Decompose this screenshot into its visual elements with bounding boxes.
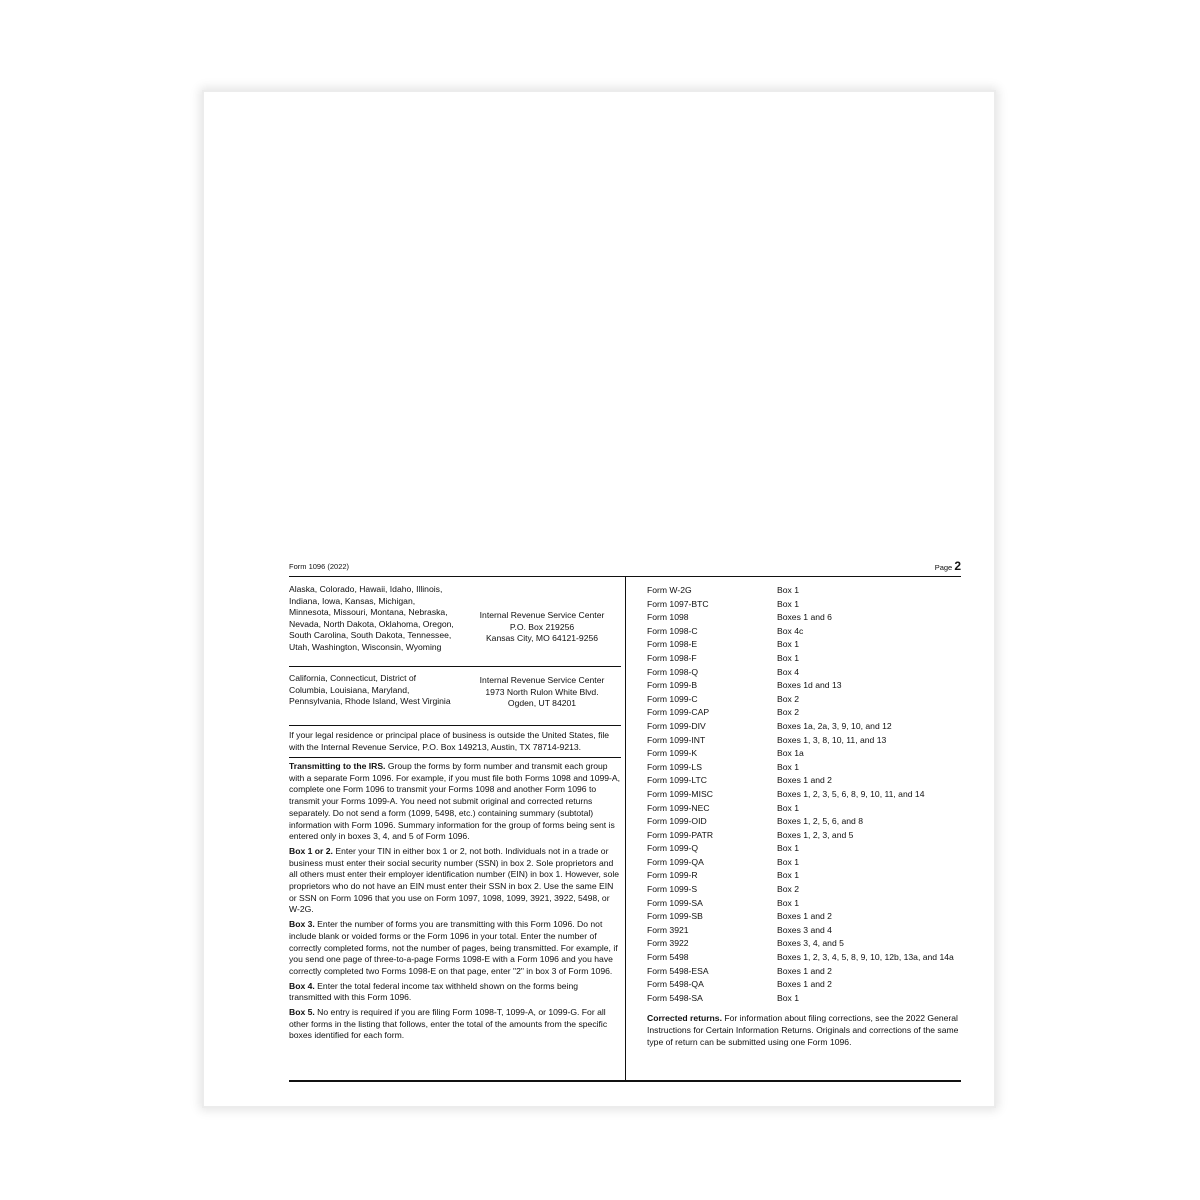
- instruction-text: Enter the total federal income tax withheld shown on the forms being transmitted with this Form 1096.: [289, 980, 579, 1003]
- instruction-heading: Box 4.: [289, 980, 315, 991]
- box-numbers: Box 2: [777, 884, 799, 895]
- box-numbers: Boxes 1, 2, 3, and 5: [777, 829, 854, 840]
- table-row: [647, 652, 961, 666]
- box-numbers: Box 4: [777, 666, 799, 677]
- form-number: Form 5498-ESA: [647, 965, 709, 976]
- table-row: [647, 611, 961, 625]
- service-center-line: P.O. Box 219256: [509, 621, 575, 632]
- form-number: Form 1099-B: [647, 680, 698, 691]
- table-row: [647, 869, 961, 883]
- form-number: Form 1098-E: [647, 639, 698, 650]
- bottom-rule: [289, 1080, 961, 1082]
- instruction-text: Enter your TIN in either box 1 or 2, not both. Individuals not in a trade or business must enter their social security number (SSN) in box 2. Sole proprietors and all others must enter their employer identification number (EIN) in box 1. However, sole proprietors who do not have an EIN must enter their SSN in box 2. Use the same EIN or SSN on Form 1096 that you use on Form 1097, 1098, 1099, 3921, 3922, 5498, or W-2G.: [289, 845, 620, 915]
- form-number: Form 1099-SB: [647, 911, 703, 922]
- box-numbers: Boxes 1a, 2a, 3, 9, 10, and 12: [777, 720, 892, 731]
- box-numbers: Box 1: [777, 585, 799, 595]
- service-center-address: [467, 610, 617, 645]
- box-numbers: Boxes 1 and 2: [777, 979, 832, 990]
- outside-us-note: If your legal residence or principal place of business is outside the United States, file with the Internal Revenue Service, P.O. Box 149213, Austin, TX 78714-9213.: [289, 726, 621, 758]
- table-row: [647, 625, 961, 639]
- form-number: Form 1099-K: [647, 748, 698, 759]
- form-number: Form 1098-F: [647, 652, 697, 663]
- box-numbers: Box 4c: [777, 625, 804, 636]
- instruction-heading: Box 5.: [289, 1007, 315, 1018]
- box-numbers: Boxes 1 and 2: [777, 775, 832, 786]
- form-number: Form 3921: [647, 924, 689, 935]
- instruction-paragraph: [289, 761, 621, 843]
- table-row: [647, 706, 961, 720]
- form-number: Form 1099-INT: [647, 734, 706, 745]
- box-numbers: Boxes 1 and 2: [777, 965, 832, 976]
- form-number: Form 1099-OID: [647, 816, 707, 827]
- form-number: Form 1099-Q: [647, 843, 699, 854]
- form-number: Form 5498: [647, 952, 689, 963]
- form-number: Form 5498-SA: [647, 992, 703, 1003]
- table-row: [647, 666, 961, 680]
- box-numbers: Box 1: [777, 843, 799, 854]
- box-numbers: Boxes 1, 2, 3, 5, 6, 8, 9, 10, 11, and 14: [777, 788, 925, 799]
- box-numbers: Box 2: [777, 693, 799, 704]
- table-row: [647, 720, 961, 734]
- form-number: Form 1099-CAP: [647, 707, 710, 718]
- form-number: Form 1097-BTC: [647, 598, 709, 609]
- box-numbers: Box 1: [777, 761, 799, 772]
- page-header: [289, 560, 961, 577]
- form-number: Form 1099-LTC: [647, 775, 708, 786]
- table-row: [647, 897, 961, 911]
- box-numbers: Box 1: [777, 870, 799, 881]
- left-column: [289, 584, 621, 1042]
- column-divider: [625, 576, 626, 1082]
- filing-address-block: [289, 584, 621, 667]
- form-number: Form 1099-MISC: [647, 788, 713, 799]
- table-row: [647, 638, 961, 652]
- box-numbers: Box 1: [777, 639, 799, 650]
- box-numbers: Boxes 1, 3, 8, 10, 11, and 13: [777, 734, 887, 745]
- table-row: [647, 965, 961, 979]
- form-number: Form 5498-QA: [647, 979, 704, 990]
- box-table: [647, 584, 961, 1005]
- service-center-line: Kansas City, MO 64121-9256: [485, 633, 599, 643]
- corrected-returns-heading: Corrected returns.: [647, 1013, 722, 1024]
- form-number: Form 1099-R: [647, 870, 698, 881]
- instruction-text: Group the forms by form number and transmit each group with a separate Form 1096. For example, if you must file both Forms 1098 and 1099-A, complete one Form 1096 to transmit your Forms 1098 and another Form 1096 to transmit your Forms 1099-A. You need not submit original and corrected returns separately. Do not send a form (1099, 5498, etc.) containing summary (subtotal) information with Form 1096. Summary information for the group of forms being sent is entered only in boxes 3, 4, and 5 of Form 1096.: [289, 761, 621, 842]
- instruction-text: No entry is required if you are filing Form 1098-T, 1099-A, or 1099-G. For all other forms in the listing that follows, enter the total of the amounts from the specific boxes identified for each form.: [289, 1007, 608, 1041]
- page-number: 2: [954, 559, 961, 573]
- table-row: [647, 856, 961, 870]
- box-numbers: Boxes 3, 4, and 5: [777, 938, 844, 949]
- box-numbers: Boxes 1 and 6: [777, 612, 832, 623]
- table-row: [647, 924, 961, 938]
- box-numbers: Boxes 3 and 4: [777, 924, 832, 935]
- form-number: Form 1099-QA: [647, 856, 704, 867]
- corrected-returns-note: [647, 1013, 961, 1048]
- table-row: [647, 598, 961, 612]
- table-row: [647, 679, 961, 693]
- box-numbers: Box 2: [777, 707, 799, 718]
- form-number: Form 1098-C: [647, 625, 698, 636]
- service-center-address: [467, 675, 617, 710]
- instruction-heading: Transmitting to the IRS.: [289, 761, 386, 771]
- instruction-heading: Box 1 or 2.: [289, 845, 333, 856]
- table-row: [647, 842, 961, 856]
- table-row: [647, 788, 961, 802]
- instruction-paragraph: [289, 846, 621, 916]
- box-numbers: Box 1: [777, 652, 799, 663]
- instruction-heading: Box 3.: [289, 919, 315, 930]
- table-row: [647, 761, 961, 775]
- box-numbers: Box 1: [777, 992, 799, 1003]
- table-row: [647, 734, 961, 748]
- form-number: Form 1099-DIV: [647, 720, 706, 731]
- box-numbers: Box 1: [777, 897, 799, 908]
- page-label-text: Page: [934, 563, 953, 572]
- service-center-line: Ogden, UT 84201: [507, 698, 577, 708]
- table-row: [647, 883, 961, 897]
- form-name: Form 1096 (2022): [289, 562, 350, 571]
- table-row: [647, 747, 961, 761]
- box-numbers: Box 1a: [777, 748, 804, 759]
- table-row: [647, 992, 961, 1006]
- state-list: California, Connecticut, District of Columbia, Louisiana, Maryland, Pennsylvania, Rhode Island, West Virginia: [289, 673, 451, 706]
- table-row: [647, 829, 961, 843]
- state-list: Alaska, Colorado, Hawaii, Idaho, Illinois, Indiana, Iowa, Kansas, Michigan, Minnesota, Missouri, Montana, Nebraska, Nevada, North Dakota, Oklahoma, Oregon, South Carolina, South Dakota, Tennessee, Utah, Washington, Wisconsin, Wyoming: [289, 584, 454, 652]
- form-number: Form 3922: [647, 938, 689, 949]
- form-number: Form 1099-NEC: [647, 802, 710, 813]
- table-row: [647, 774, 961, 788]
- form-number: Form 1099-LS: [647, 761, 702, 772]
- table-row: [647, 978, 961, 992]
- form-number: Form 1099-S: [647, 884, 698, 895]
- table-row: [647, 584, 961, 598]
- form-number: Form 1098: [647, 612, 689, 623]
- instruction-paragraph: [289, 919, 621, 978]
- box-numbers: Boxes 1, 2, 3, 4, 5, 8, 9, 10, 12b, 13a, and 14a: [777, 952, 954, 963]
- instruction-paragraph: [289, 1007, 621, 1042]
- service-center-line: Internal Revenue Service Center: [479, 675, 605, 685]
- box-numbers: Box 1: [777, 802, 799, 813]
- form-number: Form 1098-Q: [647, 666, 699, 677]
- box-numbers: Boxes 1 and 2: [777, 911, 832, 922]
- instruction-text: Enter the number of forms you are transmitting with this Form 1096. Do not include blank or voided forms or the Form 1096 in your total. Enter the number of correctly completed forms, not the number of pages, being transmitted. For example, if you send one page of three-to-a-page Forms 1098-E with a Form 1096 and you have correctly completed two Forms 1098-E on that page, enter "2" in box 3 of Form 1096.: [289, 919, 618, 976]
- corrected-returns-text: For information about filing corrections, see the 2022 General Instructions for Certain Information Returns. Originals and corrections of the same type of return can be submitted using one Form 1096.: [647, 1013, 959, 1047]
- form-number: Form 1099-PATR: [647, 829, 714, 840]
- service-center-line: Internal Revenue Service Center: [479, 610, 605, 620]
- page-label: [935, 559, 961, 573]
- table-row: [647, 802, 961, 816]
- form-number: Form 1099-C: [647, 693, 698, 704]
- table-row: [647, 815, 961, 829]
- box-numbers: Box 1: [777, 856, 799, 867]
- form-content: [289, 560, 961, 1082]
- table-row: [647, 693, 961, 707]
- service-center-line: 1973 North Rulon White Blvd.: [485, 686, 599, 697]
- table-row: [647, 937, 961, 951]
- filing-address-block: [289, 667, 621, 726]
- box-numbers: Boxes 1d and 13: [777, 680, 842, 691]
- instruction-paragraph: [289, 981, 621, 1004]
- box-numbers: Boxes 1, 2, 5, 6, and 8: [777, 816, 863, 827]
- box-numbers: Box 1: [777, 598, 799, 609]
- form-number: Form W-2G: [647, 585, 692, 595]
- form-number: Form 1099-SA: [647, 897, 703, 908]
- table-row: [647, 910, 961, 924]
- table-row: [647, 951, 961, 965]
- right-column: [647, 584, 961, 1049]
